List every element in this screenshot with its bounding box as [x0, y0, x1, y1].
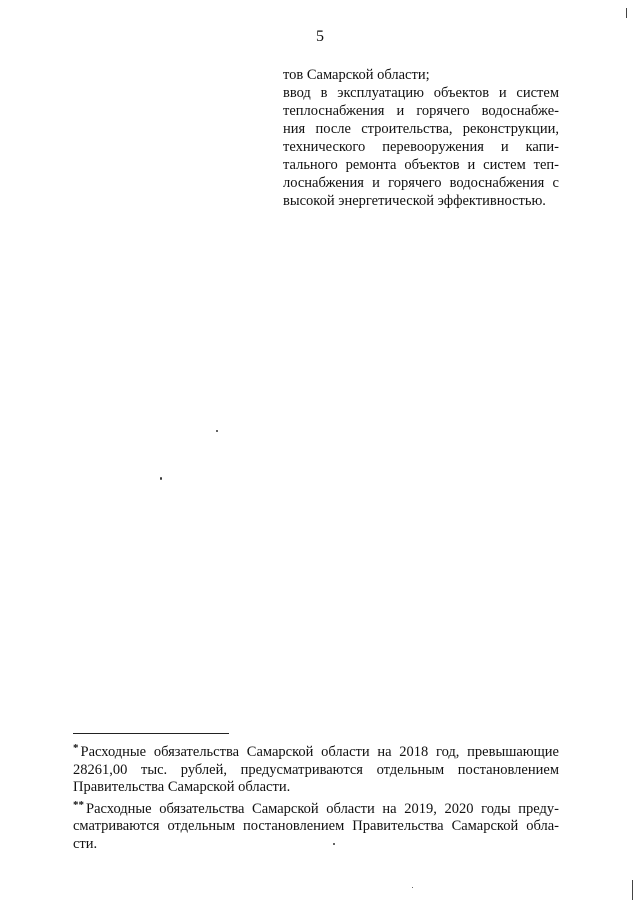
footnote-line: 28261,00 тыс. рублей, предусматриваются отдельным постановлением	[73, 761, 559, 778]
scan-edge-mark	[626, 8, 627, 18]
footnote-1	[73, 740, 559, 797]
scan-speck	[160, 477, 162, 480]
body-line: ния после строительства, реконструкции,	[283, 121, 559, 137]
body-line: лоснабжения и горячего водоснабжения с	[283, 175, 559, 191]
footnotes	[73, 740, 559, 853]
body-line: высокой энергетической эффективностью.	[283, 193, 546, 209]
body-line: тов Самарской области;	[283, 67, 430, 83]
body-line: теплоснабжения и горячего водоснабже-	[283, 103, 559, 119]
body-line: тального ремонта объектов и систем теп-	[283, 157, 559, 173]
footnote-separator	[73, 733, 229, 734]
body-line: ввод в эксплуатацию объектов и систем	[283, 85, 559, 101]
body-line: технического перевооружения и капи-	[283, 139, 559, 155]
footnote-2	[73, 797, 559, 854]
scan-speck	[216, 430, 218, 432]
footnote-marker: **	[73, 798, 84, 811]
scan-speck	[412, 887, 413, 888]
footnote-line: сти.	[73, 835, 98, 852]
footnote-marker: *	[73, 742, 79, 754]
footnote-line: сматриваются отдельным постановлением Правительства Самарской обла-	[73, 818, 559, 834]
footnote-line: * Расходные обязательства Самарской области на 2018 год, превышающие	[73, 742, 559, 760]
scan-edge-mark	[632, 880, 633, 900]
footnote-line: Правительства Самарской области.	[73, 779, 291, 795]
footnote-line: ** Расходные обязательства Самарской области на 2019, 2020 годы преду-	[73, 798, 559, 817]
body-text	[283, 66, 559, 210]
page-number: 5	[316, 28, 324, 45]
